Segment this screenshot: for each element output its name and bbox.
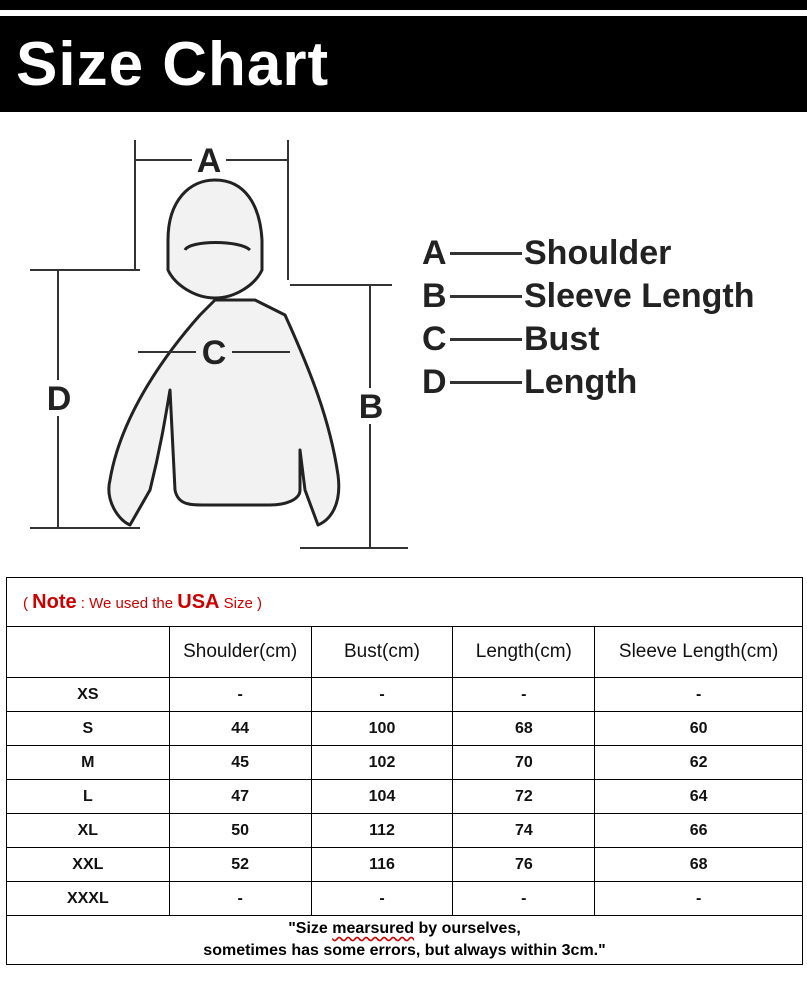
marker-c: C (201, 334, 227, 372)
column-header: Shoulder(cm) (169, 627, 311, 678)
column-header: Sleeve Length(cm) (595, 627, 803, 678)
table-cell: 76 (453, 848, 595, 882)
table-cell: - (595, 882, 803, 916)
table-cell: 68 (595, 848, 803, 882)
table-cell: 104 (311, 780, 453, 814)
table-cell: 50 (169, 814, 311, 848)
legend-row-a: A Shoulder (422, 234, 672, 272)
table-cell: 70 (453, 746, 595, 780)
table-cell: - (169, 882, 311, 916)
table-cell: - (169, 678, 311, 712)
table-row (7, 848, 803, 882)
table-cell: 60 (595, 712, 803, 746)
size-label: XXXL (7, 882, 170, 916)
table-cell: - (453, 678, 595, 712)
size-label: M (7, 746, 170, 780)
size-table (6, 577, 803, 965)
size-label: XXL (7, 848, 170, 882)
page-title: Size Chart (16, 30, 330, 99)
table-row (7, 746, 803, 780)
table-cell: 112 (311, 814, 453, 848)
spellcheck-word: mearsured (332, 920, 415, 937)
table-cell: - (311, 678, 453, 712)
table-cell: 72 (453, 780, 595, 814)
table-cell: 116 (311, 848, 453, 882)
legend-row-d: D Length (422, 363, 638, 401)
table-cell: 68 (453, 712, 595, 746)
legend-dash (450, 252, 522, 255)
legend-dash (450, 295, 522, 298)
table-cell: 62 (595, 746, 803, 780)
usa-size-note: ( Note : We used the USA Size ) (7, 578, 803, 627)
table-cell: - (595, 678, 803, 712)
size-label: S (7, 712, 170, 746)
legend-row-b: B Sleeve Length (422, 277, 755, 315)
table-cell: - (453, 882, 595, 916)
table-row (7, 780, 803, 814)
measurement-disclaimer: "Size mearsured by ourselves, sometimes has some errors, but always within 3cm." (7, 916, 803, 965)
column-header: Length(cm) (453, 627, 595, 678)
legend-dash (450, 381, 522, 384)
table-row (7, 882, 803, 916)
table-cell: 45 (169, 746, 311, 780)
table-cell: 47 (169, 780, 311, 814)
title-banner (0, 16, 807, 112)
table-cell: 100 (311, 712, 453, 746)
size-label: XL (7, 814, 170, 848)
top-rule (0, 0, 807, 10)
size-label: L (7, 780, 170, 814)
legend-dash (450, 338, 522, 341)
table-cell: 64 (595, 780, 803, 814)
marker-d: D (46, 380, 72, 418)
table-cell: 44 (169, 712, 311, 746)
marker-b: B (358, 388, 384, 426)
size-label: XS (7, 678, 170, 712)
table-cell: 102 (311, 746, 453, 780)
column-header: Bust(cm) (311, 627, 453, 678)
table-cell: 66 (595, 814, 803, 848)
table-row (7, 678, 803, 712)
legend-row-c: C Bust (422, 320, 600, 358)
measurement-legend (422, 232, 802, 404)
table-cell: 74 (453, 814, 595, 848)
table-row (7, 712, 803, 746)
table-header-row (7, 627, 803, 678)
table-cell: - (311, 882, 453, 916)
table-row (7, 814, 803, 848)
column-header (7, 627, 170, 678)
marker-a: A (196, 142, 222, 180)
table-cell: 52 (169, 848, 311, 882)
